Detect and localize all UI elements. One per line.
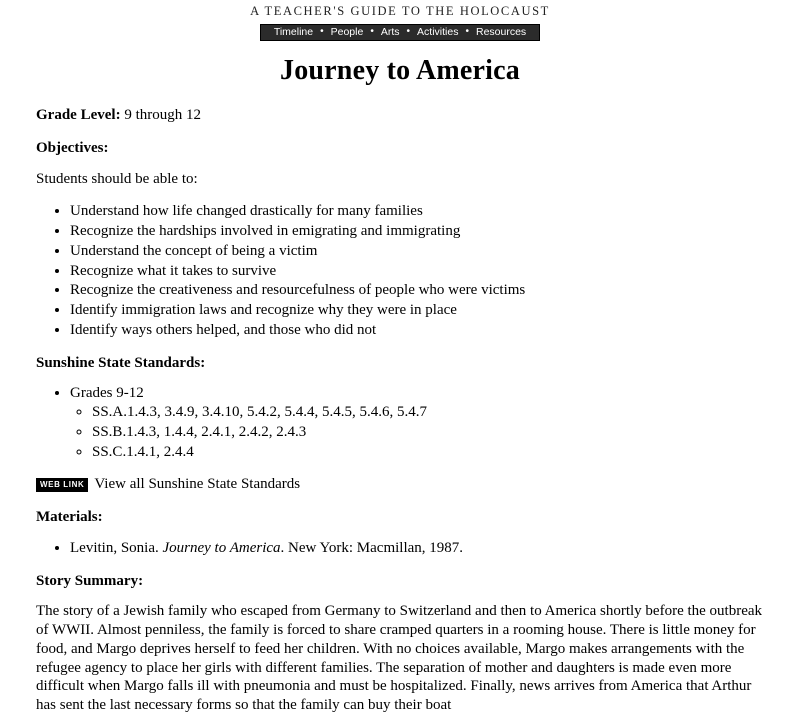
list-item: ◦ SS.C.1.4.1, 2.4.4 [92, 443, 764, 462]
grade-level-value: 9 through 12 [120, 107, 201, 124]
list-item: • Recognize the hardships involved in emigrating and immigrating [70, 222, 764, 241]
list-item: ◦ SS.B.1.4.3, 1.4.4, 2.4.1, 2.4.2, 2.4.3 [92, 423, 764, 442]
list-item [70, 539, 764, 558]
list-item: • Recognize the creativeness and resourcefulness of people who were victims [70, 281, 764, 300]
list-item: • Identify ways others helped, and those who did not [70, 321, 764, 340]
list-item: • Recognize what it takes to survive [70, 262, 764, 281]
list-item [70, 384, 764, 461]
list-item: ◦ SS.A.1.4.3, 3.4.9, 3.4.10, 5.4.2, 5.4.4, 5.4.5, 5.4.6, 5.4.7 [92, 403, 764, 422]
nav-item-activities[interactable]: Activities [417, 25, 459, 38]
nav-item-timeline[interactable]: Timeline [273, 25, 314, 38]
standards-code-list [70, 403, 764, 461]
nav-separator: • [320, 25, 324, 37]
nav-separator: • [370, 25, 374, 37]
web-link-icon: WEB LINK [36, 478, 88, 492]
site-banner [36, 4, 764, 41]
nav-item-resources[interactable]: Resources [475, 25, 527, 38]
materials-heading: Materials: [36, 509, 103, 526]
grade-level-label: Grade Level: [36, 107, 121, 124]
materials-list [36, 539, 764, 558]
standards-weblink-label[interactable]: View all Sunshine State Standards [94, 476, 301, 493]
nav-separator: • [406, 25, 411, 37]
site-title: A TEACHER'S GUIDE TO THE HOLOCAUST [250, 4, 550, 18]
standards-weblink[interactable] [36, 475, 764, 494]
site-navbar[interactable] [260, 24, 540, 42]
page-title: Journey to America [280, 55, 520, 87]
objectives-intro: Students should be able to: [36, 170, 198, 187]
story-summary-text: The story of a Jewish family who escaped from Germany to Switzerland and then to America shortly before the outbreak of WWII. Almost penniless, the family is forced to share cramped quarters in a rooming house. There is little money for food, and Margo deprives herself to feed her children. With no choices available, Margo makes arrangements with the refugee agency to place her girls with different families. The separation of mother and daughters is made even more difficult when Margo falls ill with pneumonia and must be hospitalized. Finally, news arrives from America that Arthur has sent the last necessary forms so that the family can buy their boat [36, 603, 763, 714]
objectives-heading: Objectives: [36, 139, 109, 156]
standards-list [36, 384, 764, 461]
nav-separator: • [465, 25, 469, 37]
grade-level-line [36, 106, 764, 125]
list-item: • Understand the concept of being a victim [70, 242, 764, 261]
standards-heading: Sunshine State Standards: [36, 354, 206, 371]
nav-item-arts[interactable]: Arts [380, 25, 400, 38]
list-item: • Understand how life changed drastically for many families [70, 202, 764, 221]
material-author: Levitin, Sonia. [70, 539, 163, 556]
standards-group-label: Grades 9-12 [70, 385, 144, 402]
list-item: • Identify immigration laws and recognize why they were in place [70, 301, 764, 320]
story-summary-heading: Story Summary: [36, 572, 144, 589]
material-title: Journey to America [162, 539, 281, 556]
material-publication: . New York: Macmillan, 1987. [280, 539, 464, 556]
nav-item-people[interactable]: People [330, 25, 364, 38]
objectives-list [36, 202, 764, 339]
